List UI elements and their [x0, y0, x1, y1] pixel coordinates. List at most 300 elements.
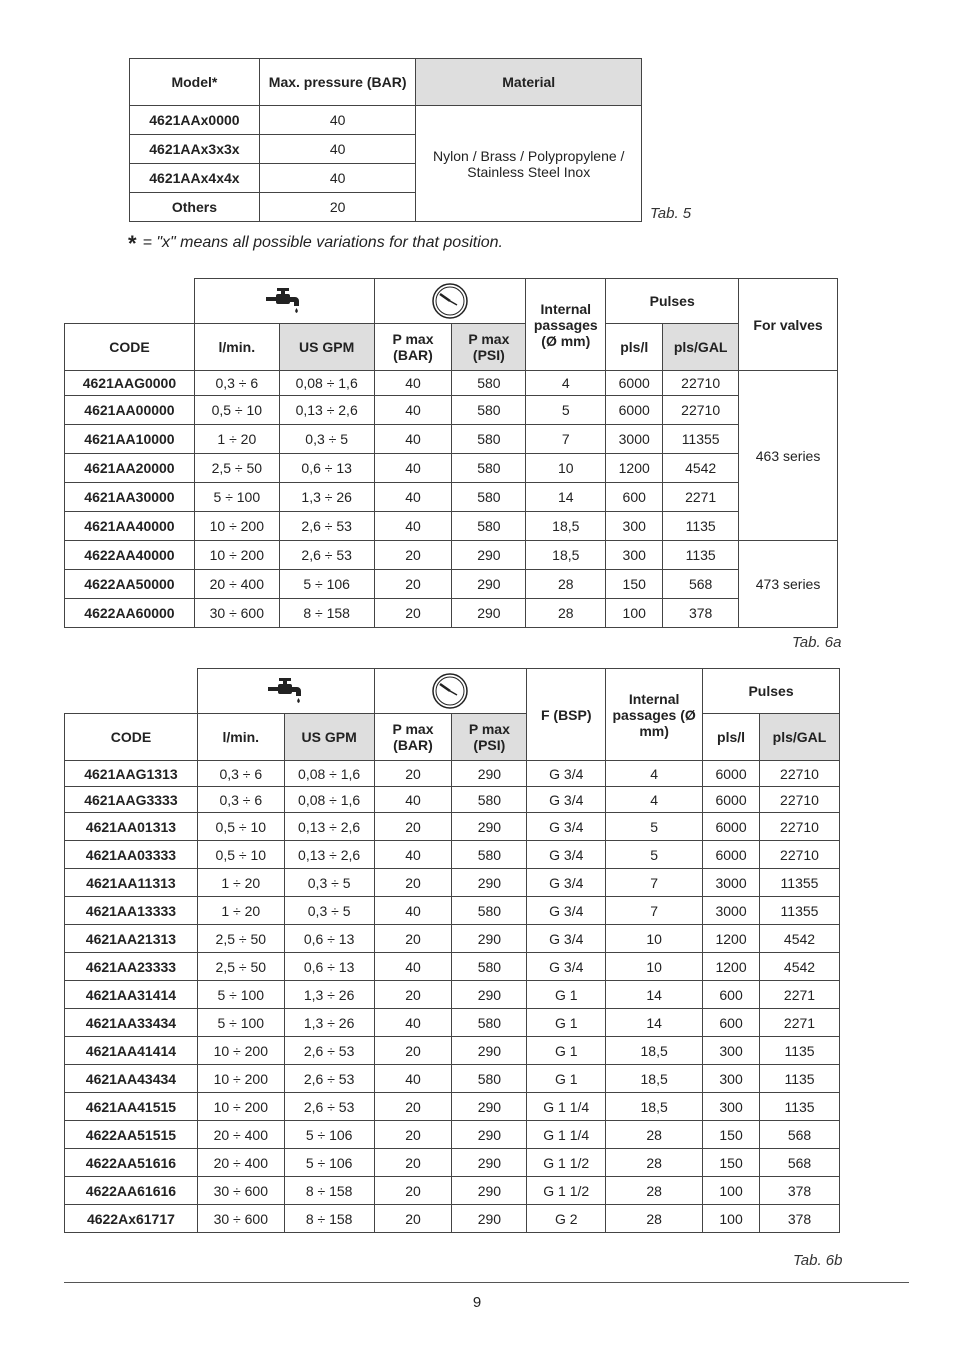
table-row: [65, 1205, 840, 1233]
table-row: [65, 953, 840, 981]
passages-cell: 28: [526, 570, 606, 599]
pls-l-cell: 300: [606, 512, 663, 541]
passages-cell: 28: [606, 1177, 703, 1205]
passages-cell: 5: [606, 841, 703, 869]
bsp-cell: G 1 1/2: [527, 1149, 606, 1177]
code-cell: 4622AA51616: [65, 1149, 198, 1177]
lmin-cell: 30 ÷ 600: [194, 599, 279, 628]
page-number: 9: [472, 1294, 482, 1311]
lmin-cell: 20 ÷ 400: [194, 570, 279, 599]
usgpm-cell: 0,08 ÷ 1,6: [284, 787, 374, 813]
code-cell: 4621AA41515: [65, 1093, 198, 1121]
usgpm-cell: 0,13 ÷ 2,6: [284, 813, 374, 841]
pls-gal-cell: 4542: [760, 925, 840, 953]
lmin-cell: 10 ÷ 200: [197, 1037, 284, 1065]
lmin-cell: 20 ÷ 400: [197, 1149, 284, 1177]
pbar-cell: 20: [374, 981, 452, 1009]
bsp-cell: G 1: [527, 1009, 606, 1037]
ppsi-cell: 290: [452, 1177, 527, 1205]
pls-l-cell: 3000: [703, 897, 760, 925]
pls-l-cell: 300: [703, 1037, 760, 1065]
usgpm-header: US GPM: [279, 324, 374, 371]
passages-cell: 5: [526, 396, 606, 425]
lmin-cell: 0,3 ÷ 6: [197, 761, 284, 787]
pls-gal-cell: 22710: [760, 841, 840, 869]
lmin-cell: 0,3 ÷ 6: [197, 787, 284, 813]
pls-gal-cell: 2271: [663, 483, 739, 512]
footnote: [128, 227, 503, 256]
bsp-cell: G 3/4: [527, 761, 606, 787]
passages-cell: 10: [606, 925, 703, 953]
ppsi-cell: 290: [452, 599, 526, 628]
table-row: [65, 1093, 840, 1121]
ppsi-cell: 580: [452, 1065, 527, 1093]
pls-l-cell: 150: [606, 570, 663, 599]
pbar-cell: 40: [374, 1009, 452, 1037]
pbar-cell: 40: [374, 841, 452, 869]
footnote-star: *: [128, 231, 137, 256]
table-row: [130, 106, 642, 135]
ppsi-cell: 580: [452, 454, 526, 483]
usgpm-cell: 0,3 ÷ 5: [284, 897, 374, 925]
ppsi-header: P max (PSI): [452, 714, 527, 761]
bsp-cell: G 3/4: [527, 869, 606, 897]
ppsi-cell: 290: [452, 925, 527, 953]
ppsi-cell: 580: [452, 953, 527, 981]
code-cell: 4621AA20000: [65, 454, 195, 483]
table-row: [65, 1065, 840, 1093]
code-cell: 4621AA41414: [65, 1037, 198, 1065]
lmin-cell: 10 ÷ 200: [197, 1093, 284, 1121]
pls-l-header: pls/l: [606, 324, 663, 371]
passages-cell: 18,5: [526, 541, 606, 570]
pls-l-cell: 300: [606, 541, 663, 570]
pbar-cell: 20: [374, 541, 452, 570]
table-row: [65, 396, 838, 425]
usgpm-cell: 2,6 ÷ 53: [284, 1093, 374, 1121]
ppsi-cell: 290: [452, 570, 526, 599]
pls-gal-cell: 2271: [760, 981, 840, 1009]
code-cell: 4621AA10000: [65, 425, 195, 454]
lmin-header: l/min.: [194, 324, 279, 371]
tab5-header-pressure: Max. pressure (BAR): [259, 59, 416, 106]
usgpm-cell: 0,3 ÷ 5: [279, 425, 374, 454]
passages-cell: 7: [526, 425, 606, 454]
lmin-cell: 30 ÷ 600: [197, 1205, 284, 1233]
pls-gal-cell: 1135: [663, 512, 739, 541]
table-row: [65, 841, 840, 869]
pbar-cell: 20: [374, 599, 452, 628]
code-cell: 4622AA61616: [65, 1177, 198, 1205]
pls-l-cell: 6000: [703, 761, 760, 787]
pls-l-cell: 100: [703, 1177, 760, 1205]
code-cell: 4621AA33434: [65, 1009, 198, 1037]
table-row: [65, 541, 838, 570]
pls-l-cell: 150: [703, 1149, 760, 1177]
lmin-cell: 10 ÷ 200: [194, 541, 279, 570]
pressure-gauge-icon: [430, 671, 470, 711]
pls-gal-cell: 22710: [663, 396, 739, 425]
table-row: [65, 981, 840, 1009]
pulses-header: Pulses: [606, 279, 739, 324]
tab5-pressure: 40: [259, 135, 416, 164]
pls-gal-cell: 2271: [760, 1009, 840, 1037]
lmin-cell: 0,5 ÷ 10: [197, 841, 284, 869]
pbar-cell: 20: [374, 1121, 452, 1149]
table-row: [65, 454, 838, 483]
ppsi-cell: 290: [452, 981, 527, 1009]
valve-group-cell: 463 series: [739, 371, 838, 541]
lmin-cell: 10 ÷ 200: [194, 512, 279, 541]
code-cell: 4621AA01313: [65, 813, 198, 841]
pls-l-cell: 1200: [703, 953, 760, 981]
lmin-cell: 5 ÷ 100: [194, 483, 279, 512]
usgpm-header: US GPM: [284, 714, 374, 761]
pls-gal-cell: 22710: [760, 787, 840, 813]
pls-gal-cell: 22710: [663, 371, 739, 396]
table-row: [65, 1037, 840, 1065]
pls-l-cell: 3000: [606, 425, 663, 454]
bsp-cell: G 3/4: [527, 897, 606, 925]
code-cell: 4621AA21313: [65, 925, 198, 953]
pressure-icon-cell: [374, 279, 526, 324]
usgpm-cell: 0,08 ÷ 1,6: [279, 371, 374, 396]
passages-cell: 10: [606, 953, 703, 981]
code-cell: 4622AA40000: [65, 541, 195, 570]
table-row: [65, 483, 838, 512]
passages-cell: 18,5: [606, 1037, 703, 1065]
ppsi-cell: 290: [452, 761, 527, 787]
tab5-header-material: Material: [416, 59, 642, 106]
pls-gal-cell: 22710: [760, 813, 840, 841]
ppsi-cell: 290: [452, 869, 527, 897]
code-header: CODE: [65, 324, 195, 371]
passages-cell: 28: [606, 1121, 703, 1149]
pbar-cell: 40: [374, 953, 452, 981]
pls-gal-cell: 22710: [760, 761, 840, 787]
table-row: [65, 761, 840, 787]
pls-l-cell: 6000: [606, 396, 663, 425]
passages-cell: 14: [606, 1009, 703, 1037]
ppsi-cell: 580: [452, 897, 527, 925]
lmin-cell: 1 ÷ 20: [197, 869, 284, 897]
pbar-cell: 20: [374, 813, 452, 841]
code-cell: 4621AA03333: [65, 841, 198, 869]
usgpm-cell: 0,6 ÷ 13: [284, 953, 374, 981]
bsp-cell: G 1 1/4: [527, 1093, 606, 1121]
passages-cell: 18,5: [606, 1093, 703, 1121]
tap-icon: [264, 286, 304, 316]
table-row: [65, 787, 840, 813]
table-row: [65, 512, 838, 541]
bsp-cell: G 1 1/4: [527, 1121, 606, 1149]
lmin-cell: 30 ÷ 600: [197, 1177, 284, 1205]
usgpm-cell: 2,6 ÷ 53: [284, 1065, 374, 1093]
pbar-cell: 40: [374, 787, 452, 813]
tab5-model: 4621AAx3x3x: [130, 135, 260, 164]
pbar-cell: 40: [374, 1065, 452, 1093]
usgpm-cell: 1,3 ÷ 26: [284, 981, 374, 1009]
usgpm-cell: 0,13 ÷ 2,6: [279, 396, 374, 425]
code-cell: 4621AAG0000: [65, 371, 195, 396]
code-cell: 4621AA30000: [65, 483, 195, 512]
pls-gal-cell: 1135: [760, 1065, 840, 1093]
bsp-cell: G 1: [527, 981, 606, 1009]
pbar-cell: 40: [374, 425, 452, 454]
pls-gal-cell: 4542: [663, 454, 739, 483]
tab5-header-model: Model*: [130, 59, 260, 106]
pls-gal-cell: 4542: [760, 953, 840, 981]
lmin-cell: 1 ÷ 20: [194, 425, 279, 454]
ppsi-cell: 580: [452, 425, 526, 454]
ppsi-cell: 580: [452, 1009, 527, 1037]
tab5-material: Nylon / Brass / Polypropylene / Stainless Steel Inox: [416, 106, 642, 222]
table-row: [65, 1009, 840, 1037]
ppsi-cell: 290: [452, 813, 527, 841]
pressure-gauge-icon: [430, 281, 470, 321]
lmin-cell: 5 ÷ 100: [197, 1009, 284, 1037]
code-cell: 4621AA40000: [65, 512, 195, 541]
pbar-cell: 40: [374, 396, 452, 425]
table-row: [65, 869, 840, 897]
tab6a-table: [64, 278, 838, 628]
usgpm-cell: 8 ÷ 158: [284, 1205, 374, 1233]
lmin-cell: 0,3 ÷ 6: [194, 371, 279, 396]
usgpm-cell: 2,6 ÷ 53: [279, 541, 374, 570]
pulses-header: Pulses: [703, 669, 840, 714]
tab5-model: 4621AAx0000: [130, 106, 260, 135]
pls-gal-cell: 568: [760, 1149, 840, 1177]
bsp-cell: G 2: [527, 1205, 606, 1233]
usgpm-cell: 0,6 ÷ 13: [279, 454, 374, 483]
usgpm-cell: 8 ÷ 158: [279, 599, 374, 628]
pls-l-cell: 150: [703, 1121, 760, 1149]
ppsi-cell: 290: [452, 1149, 527, 1177]
bsp-cell: G 3/4: [527, 953, 606, 981]
table-row: [65, 897, 840, 925]
footnote-text: = "x" means all possible variations for that position.: [142, 234, 503, 251]
tab5-pressure: 40: [259, 164, 416, 193]
usgpm-cell: 0,6 ÷ 13: [284, 925, 374, 953]
passages-cell: 10: [526, 454, 606, 483]
pls-l-cell: 6000: [606, 371, 663, 396]
pls-l-cell: 600: [703, 1009, 760, 1037]
ppsi-cell: 290: [452, 1093, 527, 1121]
code-cell: 4622AA50000: [65, 570, 195, 599]
code-cell: 4621AA43434: [65, 1065, 198, 1093]
pressure-icon-cell: [374, 669, 527, 714]
usgpm-cell: 5 ÷ 106: [284, 1121, 374, 1149]
pls-l-cell: 1200: [606, 454, 663, 483]
ppsi-cell: 580: [452, 787, 527, 813]
bsp-cell: G 1 1/2: [527, 1177, 606, 1205]
bsp-cell: G 3/4: [527, 925, 606, 953]
lmin-cell: 0,5 ÷ 10: [194, 396, 279, 425]
pls-l-cell: 6000: [703, 787, 760, 813]
tab5-caption: Tab. 5: [650, 205, 692, 222]
lmin-cell: 2,5 ÷ 50: [194, 454, 279, 483]
code-cell: 4621AA23333: [65, 953, 198, 981]
ppsi-cell: 580: [452, 512, 526, 541]
pls-gal-cell: 11355: [760, 897, 840, 925]
pbar-cell: 20: [374, 925, 452, 953]
passages-cell: 4: [606, 787, 703, 813]
pls-l-cell: 3000: [703, 869, 760, 897]
pls-l-cell: 300: [703, 1065, 760, 1093]
ppsi-cell: 290: [452, 1037, 527, 1065]
pbar-cell: 40: [374, 454, 452, 483]
passages-cell: 18,5: [606, 1065, 703, 1093]
lmin-cell: 10 ÷ 200: [197, 1065, 284, 1093]
pls-gal-cell: 378: [760, 1177, 840, 1205]
pls-gal-cell: 11355: [663, 425, 739, 454]
pbar-cell: 40: [374, 483, 452, 512]
blank-corner: [65, 669, 198, 714]
footer-divider: [64, 1282, 909, 1283]
pls-l-cell: 1200: [703, 925, 760, 953]
usgpm-cell: 8 ÷ 158: [284, 1177, 374, 1205]
table-row: [65, 599, 838, 628]
ppsi-cell: 580: [452, 371, 526, 396]
ppsi-cell: 580: [452, 396, 526, 425]
usgpm-cell: 0,13 ÷ 2,6: [284, 841, 374, 869]
ppsi-cell: 580: [452, 483, 526, 512]
ppsi-cell: 290: [452, 1205, 527, 1233]
code-cell: 4622Ax61717: [65, 1205, 198, 1233]
usgpm-cell: 5 ÷ 106: [279, 570, 374, 599]
table-row: [65, 1149, 840, 1177]
pbar-cell: 20: [374, 1093, 452, 1121]
usgpm-cell: 0,3 ÷ 5: [284, 869, 374, 897]
code-cell: 4621AAG1313: [65, 761, 198, 787]
bsp-cell: G 1: [527, 1065, 606, 1093]
pls-l-cell: 6000: [703, 813, 760, 841]
tab6a-caption: Tab. 6a: [792, 634, 842, 651]
pls-l-cell: 6000: [703, 841, 760, 869]
usgpm-cell: 5 ÷ 106: [284, 1149, 374, 1177]
bsp-header: F (BSP): [527, 669, 606, 761]
ppsi-cell: 580: [452, 841, 527, 869]
pls-gal-cell: 1135: [663, 541, 739, 570]
pbar-header: P max (BAR): [374, 324, 452, 371]
pls-gal-cell: 1135: [760, 1037, 840, 1065]
tab5-table: [129, 58, 642, 222]
tab5-pressure: 20: [259, 193, 416, 222]
valve-group-cell: 473 series: [739, 541, 838, 628]
ppsi-cell: 290: [452, 1121, 527, 1149]
usgpm-cell: 0,08 ÷ 1,6: [284, 761, 374, 787]
lmin-cell: 2,5 ÷ 50: [197, 925, 284, 953]
code-cell: 4621AA13333: [65, 897, 198, 925]
table-row: [65, 425, 838, 454]
pbar-cell: 40: [374, 512, 452, 541]
lmin-cell: 2,5 ÷ 50: [197, 953, 284, 981]
code-cell: 4621AAG3333: [65, 787, 198, 813]
pls-l-cell: 100: [703, 1205, 760, 1233]
table-row: [65, 1121, 840, 1149]
lmin-cell: 5 ÷ 100: [197, 981, 284, 1009]
passages-cell: 28: [526, 599, 606, 628]
pls-gal-cell: 1135: [760, 1093, 840, 1121]
passages-header: Internal passages (Ø mm): [606, 669, 703, 761]
flow-icon-cell: [197, 669, 374, 714]
pbar-cell: 40: [374, 371, 452, 396]
pls-gal-cell: 568: [760, 1121, 840, 1149]
blank-corner: [65, 279, 195, 324]
table-row: [65, 570, 838, 599]
pls-gal-cell: 378: [663, 599, 739, 628]
passages-header: Internal passages (Ø mm): [526, 279, 606, 371]
passages-cell: 4: [526, 371, 606, 396]
usgpm-cell: 1,3 ÷ 26: [284, 1009, 374, 1037]
usgpm-cell: 1,3 ÷ 26: [279, 483, 374, 512]
code-header: CODE: [65, 714, 198, 761]
usgpm-cell: 2,6 ÷ 53: [279, 512, 374, 541]
passages-cell: 4: [606, 761, 703, 787]
pbar-cell: 40: [374, 897, 452, 925]
pls-l-header: pls/l: [703, 714, 760, 761]
bsp-cell: G 3/4: [527, 813, 606, 841]
code-cell: 4622AA60000: [65, 599, 195, 628]
code-cell: 4621AA31414: [65, 981, 198, 1009]
code-cell: 4621AA00000: [65, 396, 195, 425]
tab5-model: 4621AAx4x4x: [130, 164, 260, 193]
table-row: [65, 813, 840, 841]
passages-cell: 5: [606, 813, 703, 841]
pls-l-cell: 100: [606, 599, 663, 628]
valves-header: For valves: [739, 279, 838, 371]
ppsi-header: P max (PSI): [452, 324, 526, 371]
pls-gal-header: pls/GAL: [663, 324, 739, 371]
table-row: [65, 371, 838, 396]
pbar-cell: 20: [374, 1177, 452, 1205]
passages-cell: 28: [606, 1205, 703, 1233]
pls-gal-header: pls/GAL: [760, 714, 840, 761]
passages-cell: 7: [606, 869, 703, 897]
flow-icon-cell: [194, 279, 374, 324]
lmin-cell: 1 ÷ 20: [197, 897, 284, 925]
pls-l-cell: 300: [703, 1093, 760, 1121]
pls-gal-cell: 378: [760, 1205, 840, 1233]
code-cell: 4621AA11313: [65, 869, 198, 897]
passages-cell: 18,5: [526, 512, 606, 541]
lmin-cell: 0,5 ÷ 10: [197, 813, 284, 841]
ppsi-cell: 290: [452, 541, 526, 570]
passages-cell: 28: [606, 1149, 703, 1177]
pls-l-cell: 600: [703, 981, 760, 1009]
pbar-cell: 20: [374, 1037, 452, 1065]
bsp-cell: G 3/4: [527, 841, 606, 869]
usgpm-cell: 2,6 ÷ 53: [284, 1037, 374, 1065]
lmin-cell: 20 ÷ 400: [197, 1121, 284, 1149]
tab6b-table: [64, 668, 840, 1233]
pbar-header: P max (BAR): [374, 714, 452, 761]
pbar-cell: 20: [374, 869, 452, 897]
pbar-cell: 20: [374, 570, 452, 599]
passages-cell: 14: [526, 483, 606, 512]
pbar-cell: 20: [374, 1205, 452, 1233]
tab6b-caption: Tab. 6b: [793, 1252, 843, 1269]
passages-cell: 7: [606, 897, 703, 925]
tab5-model: Others: [130, 193, 260, 222]
code-cell: 4622AA51515: [65, 1121, 198, 1149]
pls-gal-cell: 568: [663, 570, 739, 599]
table-row: [65, 925, 840, 953]
pls-gal-cell: 11355: [760, 869, 840, 897]
pbar-cell: 20: [374, 1149, 452, 1177]
bsp-cell: G 1: [527, 1037, 606, 1065]
table-row: [65, 1177, 840, 1205]
